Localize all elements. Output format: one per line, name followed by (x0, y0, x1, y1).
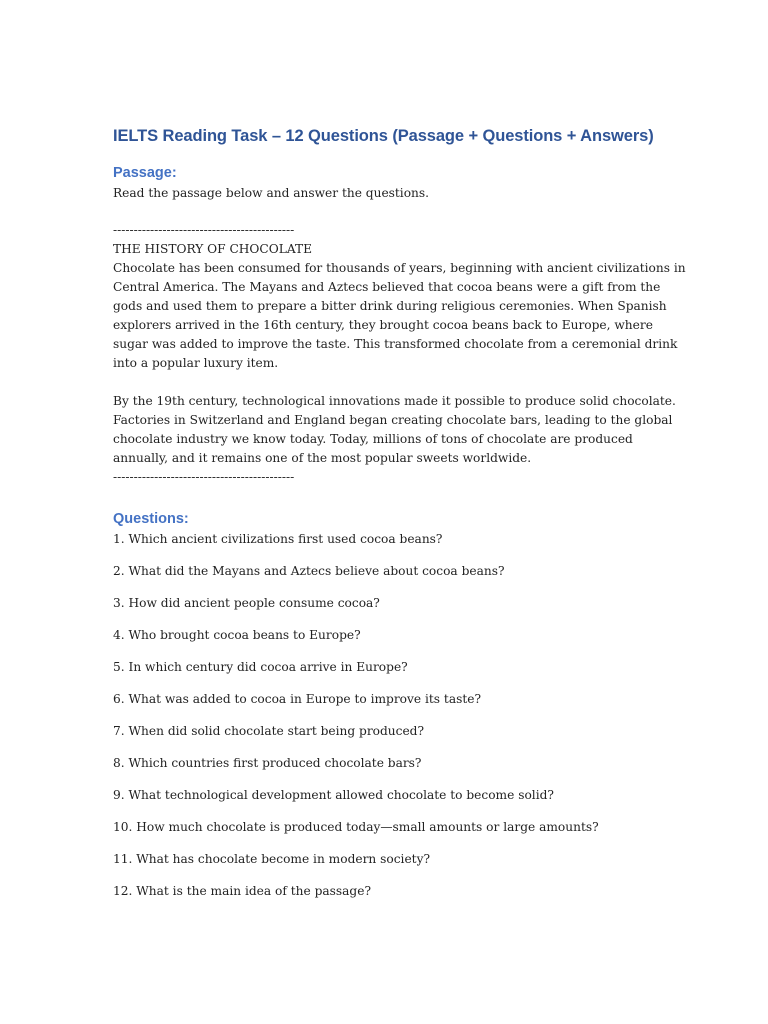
paragraph-line: annually, and it remains one of the most popular sweets worldwide. (113, 451, 532, 465)
divider-bottom: -------------------------------------------- (113, 470, 295, 484)
question-item: 4. Who brought cocoa beans to Europe? (113, 628, 361, 642)
instructions-text: Read the passage below and answer the questions. (113, 186, 430, 200)
question-item: 9. What technological development allowed chocolate to become solid? (113, 788, 554, 802)
questions-list (113, 530, 673, 901)
paragraph-line: Central America. The Mayans and Aztecs believed that cocoa beans were a gift from the (113, 280, 661, 294)
question-item: 10. How much chocolate is produced today—small amounts or large amounts? (113, 820, 599, 834)
passage-paragraph-1 (113, 259, 686, 373)
question-item: 11. What has chocolate become in modern society? (113, 852, 430, 866)
question-item: 1. Which ancient civilizations first used cocoa beans? (113, 532, 443, 546)
document-page (113, 124, 686, 914)
paragraph-line: gods and used them to prepare a bitter drink during religious ceremonies. When Spanish (113, 299, 667, 313)
paragraph-line: sugar was added to improve the taste. This transformed chocolate from a ceremonial drink (113, 337, 678, 351)
paragraph-line: into a popular luxury item. (113, 356, 279, 370)
paragraph-line: explorers arrived in the 16th century, they brought cocoa beans back to Europe, where (113, 318, 653, 332)
divider-top: -------------------------------------------- (113, 223, 295, 237)
question-item: 5. In which century did cocoa arrive in Europe? (113, 660, 408, 674)
question-item: 6. What was added to cocoa in Europe to improve its taste? (113, 692, 481, 706)
questions-heading: Questions: (113, 511, 189, 527)
passage-paragraph-2 (113, 392, 676, 468)
paragraph-line: Chocolate has been consumed for thousands of years, beginning with ancient civilizations in (113, 261, 686, 275)
document-title: IELTS Reading Task – 12 Questions (Passage + Questions + Answers) (113, 127, 654, 145)
question-item: 7. When did solid chocolate start being produced? (113, 724, 425, 738)
paragraph-line: By the 19th century, technological innovations made it possible to produce solid chocolate. (113, 394, 676, 408)
question-item: 2. What did the Mayans and Aztecs believe about cocoa beans? (113, 564, 505, 578)
question-item: 8. Which countries first produced chocolate bars? (113, 756, 422, 770)
paragraph-line: chocolate industry we know today. Today, millions of tons of chocolate are produced (113, 432, 633, 446)
question-item: 3. How did ancient people consume cocoa? (113, 596, 380, 610)
passage-heading: Passage: (113, 165, 177, 181)
question-item: 12. What is the main idea of the passage? (113, 884, 371, 898)
paragraph-line: Factories in Switzerland and England began creating chocolate bars, leading to the global (113, 413, 673, 427)
passage-title: THE HISTORY OF CHOCOLATE (113, 242, 312, 256)
